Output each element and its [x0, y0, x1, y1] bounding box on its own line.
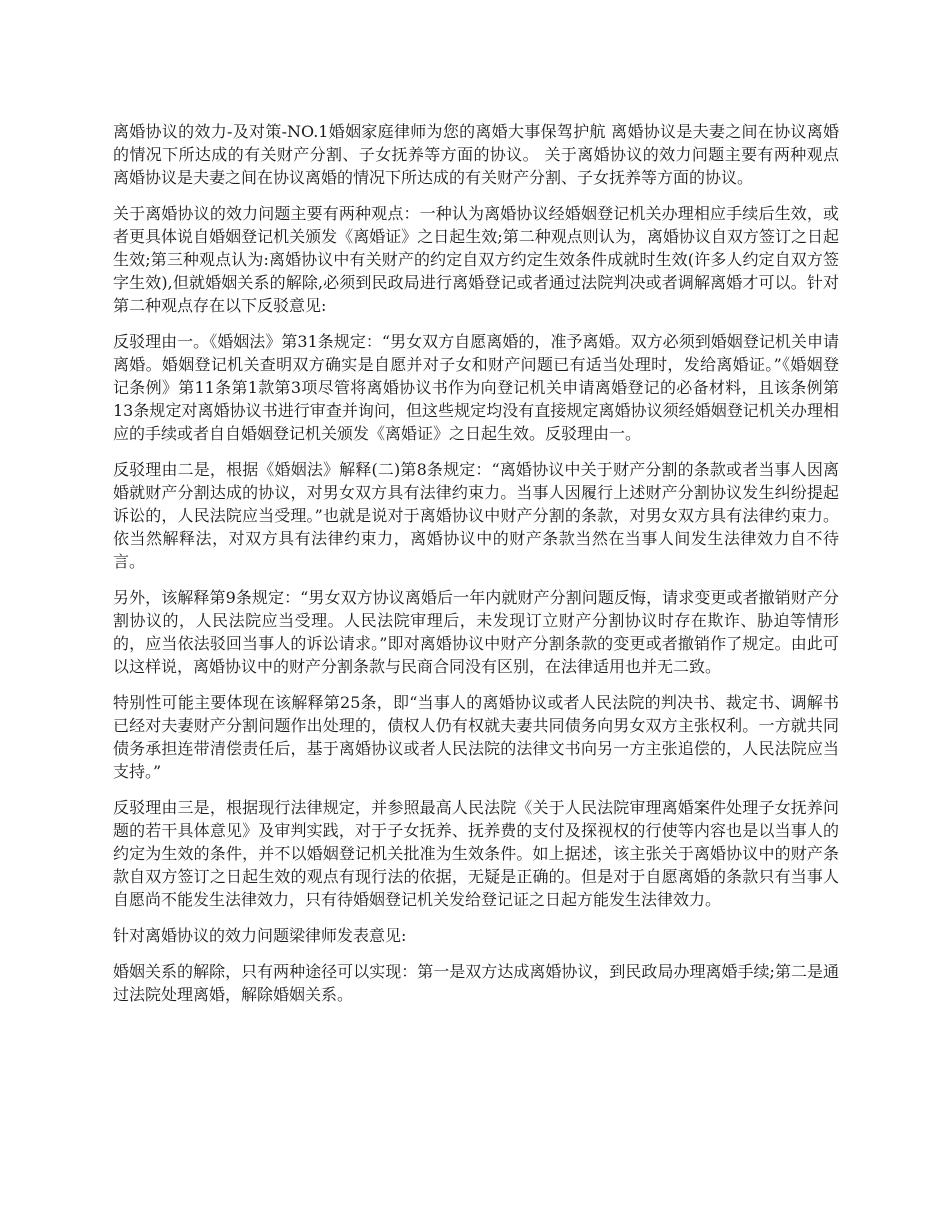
- paragraph-8: 针对离婚协议的效力问题梁律师发表意见:: [113, 926, 407, 945]
- paragraph-1: 离婚协议的效力-及对策-NO.1婚姻家庭律师为您的离婚大事保驾护航 离婚协议是夫妻之间在协议离婚的情况下所达成的有关财产分割、子女抚养等方面的协议。 关于离婚协议的效力问题主要有两种观点 离婚协议是夫妻之间在协议离婚的情况下所达成的有关财产分割、子女抚养等方面的协议。: [113, 122, 839, 187]
- paragraph-7: 反驳理由三是，根据现行法律规定，并参照最高人民法院《关于人民法院审理离婚案件处理子女抚养问题的若干具体意见》及审判实践，对于子女抚养、抚养费的支付及探视权的行使等内容也是以当事人的约定为生效的条件，并不以婚姻登记机关批准为生效条件。如上据述，该主张关于离婚协议中的财产条款自双方签订之日起生效的观点有现行法的依据，无疑是正确的。但是对于自愿离婚的条款只有当事人自愿尚不能发生法律效力，只有待婚姻登记机关发给登记证之日起方能发生法律效力。: [113, 798, 839, 909]
- paragraph-4: 反驳理由二是，根据《婚姻法》解释(二)第8条规定：“离婚协议中关于财产分割的条款或者当事人因离婚就财产分割达成的协议，对男女双方具有法律约束力。当事人因履行上述财产分割协议发生纠纷提起诉讼的，人民法院应当受理。”也就是说对于离婚协议中财产分割的条款，对男女双方具有法律约束力。依当然解释法，对双方具有法律约束力，离婚协议中的财产条款当然在当事人间发生法律效力自不待言。: [113, 460, 839, 571]
- document-body: [113, 120, 839, 1019]
- paragraph-5: 另外，该解释第9条规定：“男女双方协议离婚后一年内就财产分割问题反悔，请求变更或者撤销财产分割协议的，人民法院应当受理。人民法院审理后，未发现订立财产分割协议时存在欺诈、胁迫等情形的，应当依法驳回当事人的诉讼请求。”即对离婚协议中财产分割条款的变更或者撤销作了规定。由此可以这样说，离婚协议中的财产分割条款与民商合同没有区别，在法律适用也并无二致。: [113, 588, 839, 676]
- paragraph-2: 关于离婚协议的效力问题主要有两种观点：一种认为离婚协议经婚姻登记机关办理相应手续后生效，或者更具体说自婚姻登记机关颁发《离婚证》之日起生效;第二种观点则认为，离婚协议自双方签订之日起生效;第三种观点认为:离婚协议中有关财产的约定自双方约定生效条件成就时生效(许多人约定自双方签字生效),但就婚姻关系的解除,必须到民政局进行离婚登记或者通过法院判决或者调解离婚才可以。针对第二种观点存在以下反驳意见:: [113, 204, 839, 315]
- paragraph-6: 特别性可能主要体现在该解释第25条，即“当事人的离婚协议或者人民法院的判决书、裁定书、调解书已经对夫妻财产分割问题作出处理的，债权人仍有权就夫妻共同债务向男女双方主张权利。一方就共同债务承担连带清偿责任后，基于离婚协议或者人民法院的法律文书向另一方主张追偿的，人民法院应当支持。”: [113, 693, 839, 781]
- paragraph-3: 反驳理由一。《婚姻法》第31条规定：“男女双方自愿离婚的，准予离婚。双方必须到婚姻登记机关申请离婚。婚姻登记机关查明双方确实是自愿并对子女和财产问题已有适当处理时，发给离婚证。”《婚姻登记条例》第11条第1款第3项尽管将离婚协议书作为向登记机关申请离婚登记的必备材料，且该条例第13条规定对离婚协议书进行审查并询问，但这些规定均没有直接规定离婚协议须经婚姻登记机关办理相应的手续或者自自婚姻登记机关颁发《离婚证》之日起生效。反驳理由一。: [113, 332, 839, 443]
- paragraph-9: 婚姻关系的解除，只有两种途径可以实现：第一是双方达成离婚协议，到民政局办理离婚手续;第二是通过法院处理离婚，解除婚姻关系。: [113, 962, 839, 1004]
